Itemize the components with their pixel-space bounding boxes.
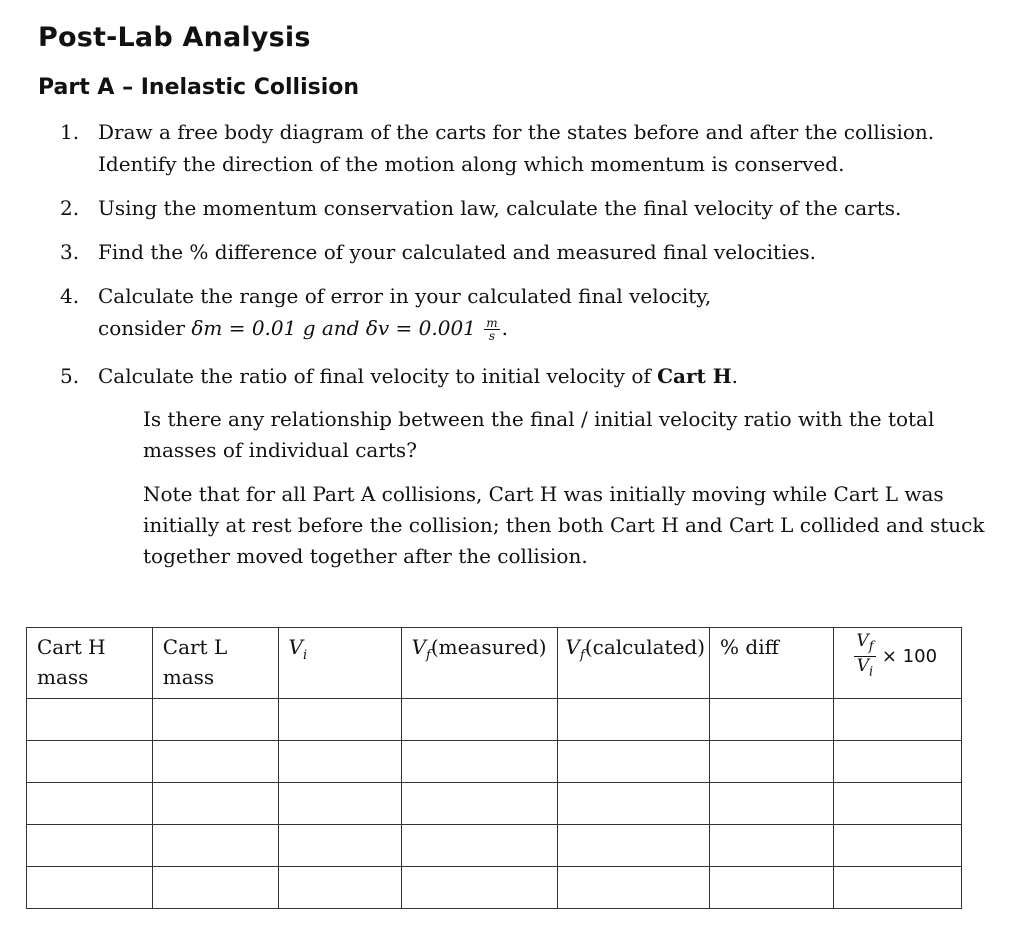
item-text: Draw a free body diagram of the carts for the states before and after the collision.	[98, 120, 935, 144]
header-vf-calculated: $V_f(calculated)$	[557, 628, 709, 699]
header-percent-diff: % diff	[710, 628, 834, 699]
unit-fraction	[484, 317, 499, 342]
list-item	[60, 192, 1000, 224]
paragraph: Is there any relationship between the final / initial velocity ratio with the total masses of individual carts?	[143, 407, 935, 462]
page-title: Post-Lab Analysis	[38, 22, 311, 53]
header-vi: $V_i$	[278, 628, 401, 699]
item-text: consider	[98, 316, 185, 340]
item-text-bold: Cart H	[657, 364, 732, 388]
period: .	[501, 316, 509, 340]
item-text: Calculate the ratio of final velocity to initial velocity of	[98, 364, 658, 388]
header-cart-h: Cart H mass	[27, 628, 153, 699]
table-row	[27, 699, 962, 741]
table-row	[27, 825, 962, 867]
list-item	[60, 280, 1000, 344]
item-text: Identify the direction of the motion along which momentum is conserved.	[98, 152, 845, 176]
list-item	[60, 360, 1000, 392]
item-number: 5.	[60, 364, 80, 388]
header-vf-measured: $V_f(measured)$	[401, 628, 557, 699]
item-text: Calculate the range of error in your calculated final velocity,	[98, 284, 712, 308]
data-table	[26, 627, 962, 909]
ratio-multiplier: × 100	[881, 645, 938, 667]
table-row	[27, 741, 962, 783]
item-number: 1.	[60, 120, 80, 144]
table-row	[27, 867, 962, 909]
ratio-fraction: $\frac{V_f}{V_i}$	[856, 631, 874, 680]
item-number: 2.	[60, 196, 80, 220]
item-text: Using the momentum conservation law, calculate the final velocity of the carts.	[98, 196, 902, 220]
list-item	[60, 236, 1000, 268]
table-header-row	[27, 628, 962, 699]
header-cart-l: Cart L mass	[152, 628, 278, 699]
unit-denominator: s	[488, 329, 496, 343]
section-title: Part A – Inelastic Collision	[38, 75, 360, 100]
unit-numerator: m	[486, 316, 498, 330]
item-number: 3.	[60, 240, 80, 264]
list-item	[60, 116, 1000, 180]
item-number: 4.	[60, 284, 80, 308]
item-text: Find the % difference of your calculated and measured final velocities.	[98, 240, 816, 264]
header-ratio	[834, 628, 962, 699]
item-text: .	[731, 364, 739, 388]
table-row	[27, 783, 962, 825]
error-values: δm = 0.01 g and δv = 0.001	[191, 316, 476, 340]
paragraph: Note that for all Part A collisions, Cart H was initially moving while Cart L was initially at rest before the collision; then both Cart H and Cart L collided and stuck together moved together after the collision.	[143, 482, 985, 568]
